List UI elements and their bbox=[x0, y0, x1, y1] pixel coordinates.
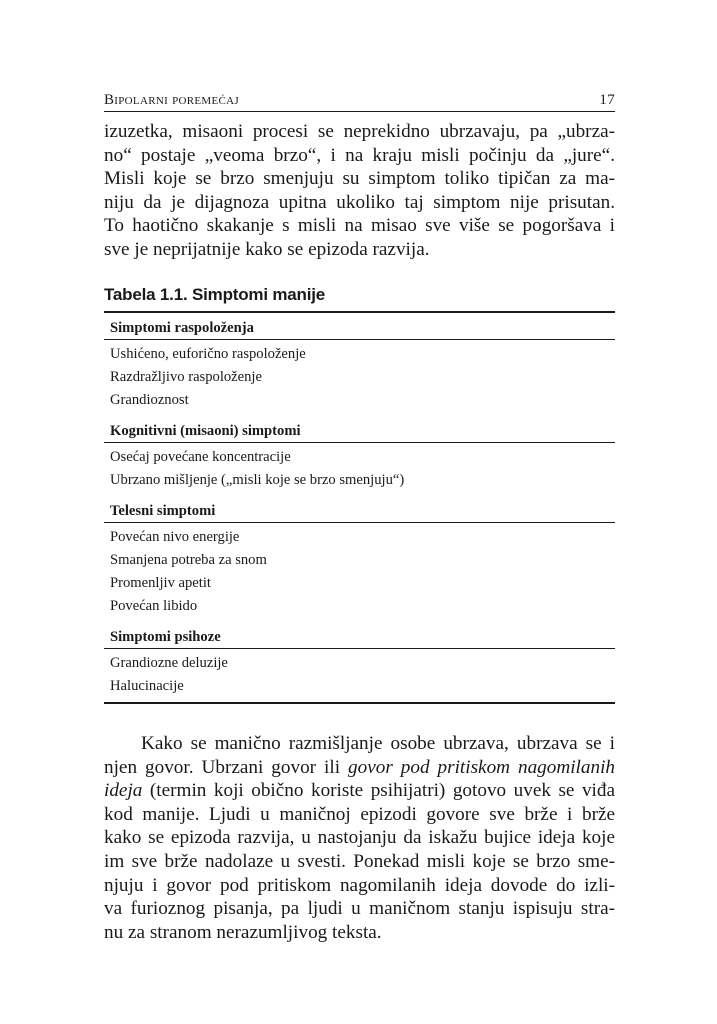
table-group-items bbox=[104, 523, 615, 622]
table-group-heading: Simptomi psihoze bbox=[104, 622, 615, 649]
text-line bbox=[104, 779, 615, 803]
text-line: sve je neprijatnije kako se epizoda razvija. bbox=[104, 238, 430, 260]
table-item: Halucinacije bbox=[110, 678, 184, 694]
header-rule bbox=[104, 111, 615, 112]
table-group-heading: Simptomi raspoloženja bbox=[104, 313, 615, 340]
italic-term: govor pod pritiskom nagomilanih bbox=[348, 756, 616, 778]
text-line: Kako se manično razmišljanje osobe ubrzava, ubrzava se i bbox=[141, 733, 615, 754]
text-line: kod manije. Ljudi u maničnoj epizodi govore sve brže i brže bbox=[104, 803, 615, 825]
text-line: Misli koje se brzo smenjuju su simptom toliko tipičan za ma- bbox=[104, 168, 615, 190]
text-line bbox=[104, 756, 615, 780]
table-group-items bbox=[104, 649, 615, 702]
paragraph-1 bbox=[104, 120, 615, 262]
italic-term: ideja bbox=[104, 780, 143, 802]
text-line: To haotično skakanje s misli na misao sve više se pogoršava i bbox=[104, 215, 615, 237]
running-header bbox=[104, 92, 615, 109]
text-line: im sve brže nadolaze u svesti. Ponekad misli koje se brzo sme- bbox=[104, 850, 615, 872]
page-number: 17 bbox=[599, 92, 615, 108]
text-line: kako se epizoda razvija, u nastojanju da iskažu bujice ideja koje bbox=[104, 827, 615, 849]
table-caption: Tabela 1.1. Simptomi manije bbox=[104, 285, 326, 304]
paragraph-2 bbox=[104, 732, 615, 944]
text-line: niju da je dijagnoza upitna ukoliko taj simptom nije prisutan. bbox=[104, 191, 615, 213]
symptoms-table bbox=[104, 311, 615, 704]
text-line: va furioznog pisanja, pa ljudi u maničnom stanju ispisuju stra- bbox=[104, 898, 615, 920]
text-line: njuju i govor pod pritiskom nagomilanih ideja dovode do izli- bbox=[104, 874, 615, 896]
table-item: Smanjena potreba za snom bbox=[110, 552, 267, 568]
table-item: Ubrzano mišljenje („misli koje se brzo smenjuju“) bbox=[110, 472, 405, 488]
running-title: Bipolarni poremećaj bbox=[104, 92, 239, 108]
text-span: njen govor. Ubrzani govor ili bbox=[104, 756, 349, 778]
table-item: Razdražljivo raspoloženje bbox=[110, 369, 262, 385]
table-group-items bbox=[104, 443, 615, 496]
text-span: (termin koji obično koriste psihijatri) gotovo uvek se viđa bbox=[142, 780, 615, 802]
table-group-heading: Kognitivni (misaoni) simptomi bbox=[104, 416, 615, 443]
table-group-items bbox=[104, 340, 615, 416]
table-item: Osećaj povećane koncentracije bbox=[110, 449, 291, 465]
text-line: nu za stranom nerazumljivog teksta. bbox=[104, 921, 382, 943]
table-item: Povećan libido bbox=[110, 598, 198, 614]
table-item: Grandioznost bbox=[110, 392, 189, 408]
table-item: Grandiozne deluzije bbox=[110, 655, 228, 671]
text-line: no“ postaje „veoma brzo“, i na kraju misli počinju da „jure“. bbox=[104, 144, 615, 166]
table-group-heading: Telesni simptomi bbox=[104, 496, 615, 523]
table-item: Ushićeno, euforično raspoloženje bbox=[110, 346, 306, 362]
table-item: Povećan nivo energije bbox=[110, 529, 240, 545]
table-item: Promenljiv apetit bbox=[110, 575, 211, 591]
text-line: izuzetka, misaoni procesi se neprekidno ubrzavaju, pa „ubrza- bbox=[104, 121, 615, 142]
